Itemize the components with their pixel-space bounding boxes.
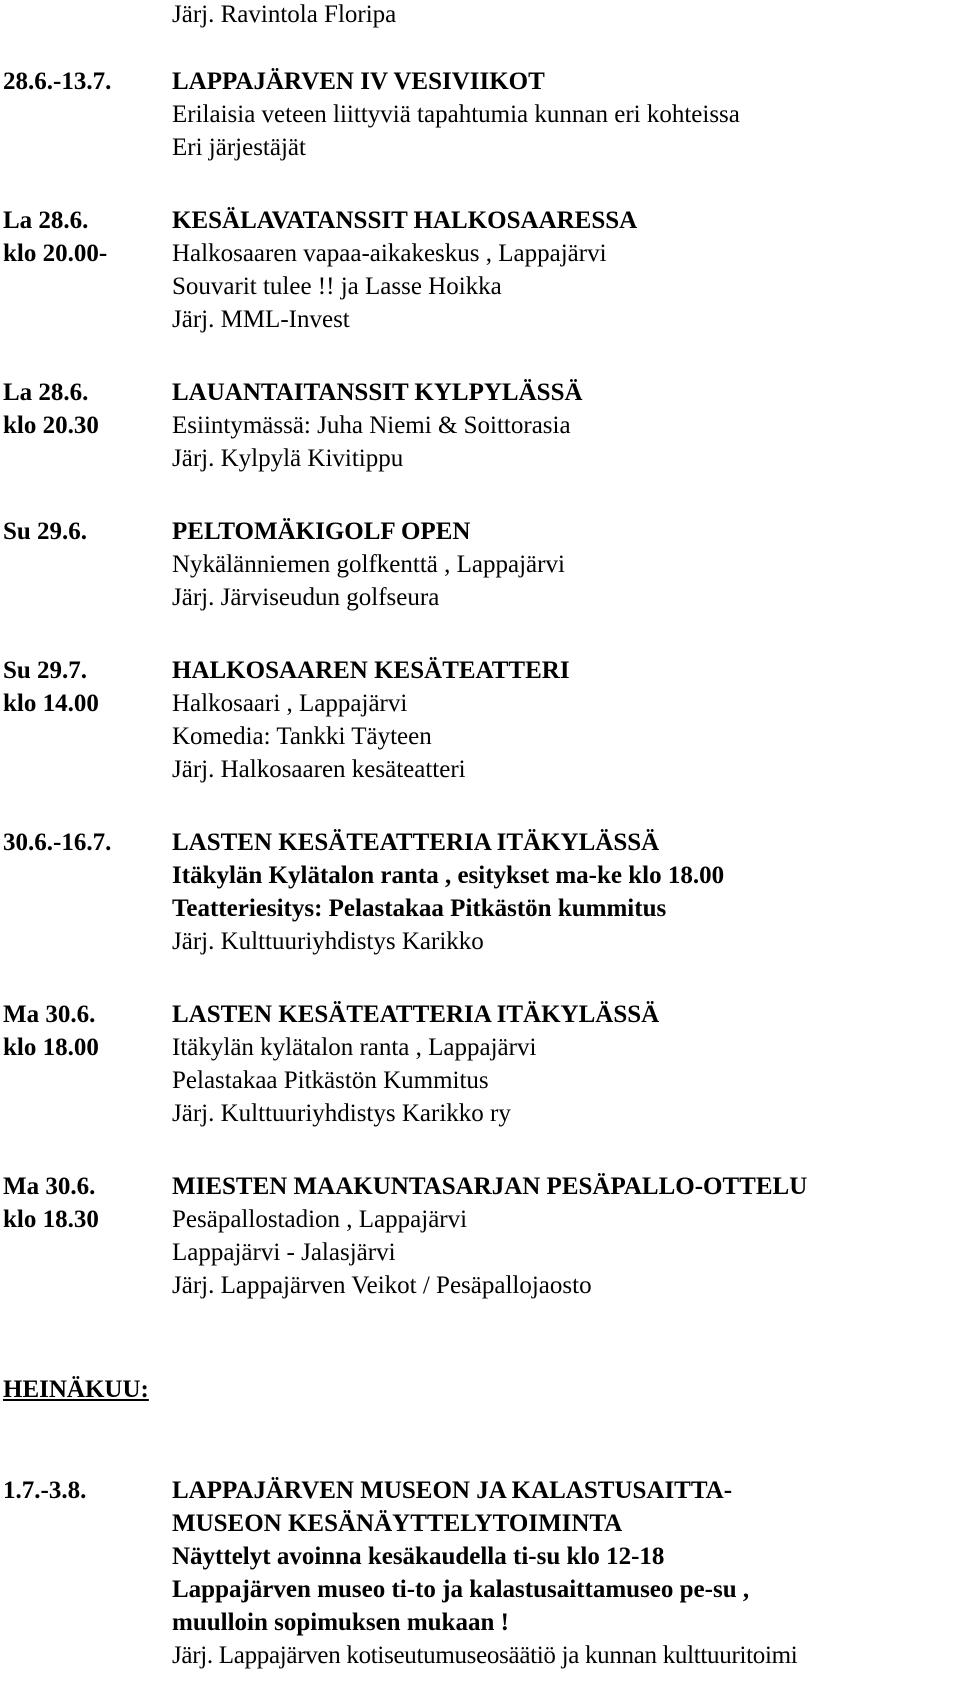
event-title: KESÄLAVATANSSIT HALKOSAARESSA xyxy=(172,207,638,234)
event-title: LAPPAJÄRVEN MUSEON JA KALASTUSAITTA- xyxy=(172,1477,733,1504)
event-show: Teatteriesitys: Pelastakaa Pitkästön kummitus xyxy=(172,895,667,922)
event-organizer: Järj. Halkosaaren kesäteatteri xyxy=(172,756,466,783)
event-time: klo 20.30 xyxy=(3,412,99,439)
event-day: Ma 30.6. xyxy=(3,1173,96,1200)
event-venue: Pesäpallostadion , Lappajärvi xyxy=(172,1206,468,1233)
event-performers: Souvarit tulee !! ja Lasse Hoikka xyxy=(172,273,502,300)
event-note: muulloin sopimuksen mukaan ! xyxy=(172,1609,509,1636)
prev-event-organizer: Järj. Ravintola Floripa xyxy=(172,1,397,28)
event-title: MIESTEN MAAKUNTASARJAN PESÄPALLO-OTTELU xyxy=(172,1173,808,1200)
event-title: LAUANTAITANSSIT KYLPYLÄSSÄ xyxy=(172,379,583,406)
event-title: PELTOMÄKIGOLF OPEN xyxy=(172,518,471,545)
event-title-cont: MUSEON KESÄNÄYTTELYTOIMINTA xyxy=(172,1510,623,1537)
event-date: 1.7.-3.8. xyxy=(3,1477,87,1504)
event-organizer: Järj. Järviseudun golfseura xyxy=(172,584,440,611)
event-venue: Halkosaari , Lappajärvi xyxy=(172,690,408,717)
event-hours: Näyttelyt avoinna kesäkaudella ti-su klo 12-18 xyxy=(172,1543,665,1570)
event-title: LAPPAJÄRVEN IV VESIVIIKOT xyxy=(172,68,545,95)
event-date: 28.6.-13.7. xyxy=(3,68,112,95)
event-performers: Esiintymässä: Juha Niemi & Soittorasia xyxy=(172,412,571,439)
event-day: La 28.6. xyxy=(3,379,89,406)
event-time: klo 18.30 xyxy=(3,1206,99,1233)
event-venue: Itäkylän kylätalon ranta , Lappajärvi xyxy=(172,1034,537,1061)
event-title: LASTEN KESÄTEATTERIA ITÄKYLÄSSÄ xyxy=(172,829,660,856)
event-show: Pelastakaa Pitkästön Kummitus xyxy=(172,1067,489,1094)
event-date: 30.6.-16.7. xyxy=(3,829,112,856)
event-organizer: Järj. Kylpylä Kivitippu xyxy=(172,445,404,472)
event-venue: Nykälänniemen golfkenttä , Lappajärvi xyxy=(172,551,565,578)
section-heading-july: HEINÄKUU: xyxy=(3,1376,149,1403)
event-organizer: Järj. Lappajärven kotiseutumuseosäätiö ja kunnan kulttuuritoimi xyxy=(172,1642,798,1669)
event-time: klo 14.00 xyxy=(3,690,99,717)
event-organizer: Eri järjestäjät xyxy=(172,134,306,161)
event-organizer: Järj. Kulttuuriyhdistys Karikko ry xyxy=(172,1100,511,1127)
event-match: Lappajärvi - Jalasjärvi xyxy=(172,1239,396,1266)
event-title: HALKOSAAREN KESÄTEATTERI xyxy=(172,657,570,684)
event-venue: Itäkylän Kylätalon ranta , esitykset ma-ke klo 18.00 xyxy=(172,862,725,889)
event-title: LASTEN KESÄTEATTERIA ITÄKYLÄSSÄ xyxy=(172,1001,660,1028)
event-day: Su 29.6. xyxy=(3,518,88,545)
event-time: klo 20.00- xyxy=(3,240,108,267)
event-show: Komedia: Tankki Täyteen xyxy=(172,723,432,750)
event-organizer: Järj. MML-Invest xyxy=(172,306,350,333)
event-schedule: Lappajärven museo ti-to ja kalastusaittamuseo pe-su , xyxy=(172,1576,750,1603)
event-day: La 28.6. xyxy=(3,207,89,234)
event-venue: Halkosaaren vapaa-aikakeskus , Lappajärvi xyxy=(172,240,607,267)
event-organizer: Järj. Lappajärven Veikot / Pesäpallojaosto xyxy=(172,1272,592,1299)
event-day: Su 29.7. xyxy=(3,657,88,684)
event-organizer: Järj. Kulttuuriyhdistys Karikko xyxy=(172,928,484,955)
event-time: klo 18.00 xyxy=(3,1034,99,1061)
event-day: Ma 30.6. xyxy=(3,1001,96,1028)
event-detail: Erilaisia veteen liittyviä tapahtumia kunnan eri kohteissa xyxy=(172,101,740,128)
